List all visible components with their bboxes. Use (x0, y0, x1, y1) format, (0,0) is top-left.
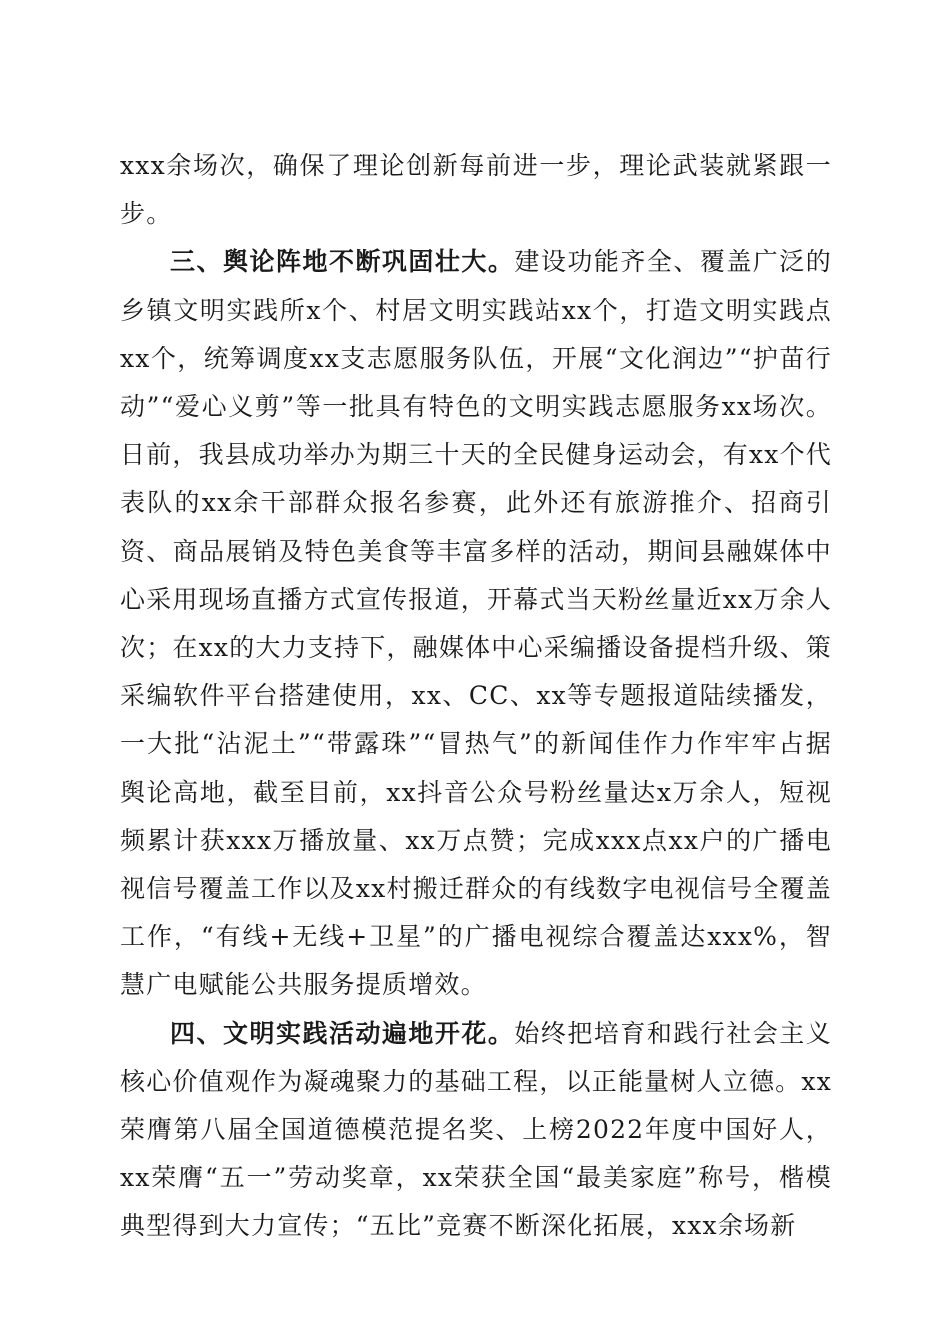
document-body (120, 142, 832, 1251)
paragraph-section-4 (120, 1010, 832, 1251)
section-heading: 三、舆论阵地不断巩固壮大。 (170, 247, 515, 277)
paragraph-body: 建设功能齐全、覆盖广泛的乡镇文明实践所x个、村居文明实践站xx个，打造文明实践点xx个，统筹调度xx支志愿服务队伍，开展“文化润边”“护苗行动”“爱心义剪”等一批具有特色的文明实践志愿服务xx场次。日前，我县成功举办为期三十天的全民健身运动会，有xx个代表队的xx余干部群众报名参赛，此外还有旅游推介、招商引资、商品展销及特色美食等丰富多样的活动，期间县融媒体中心采用现场直播方式宣传报道，开幕式当天粉丝量近xx万余人次；在xx的大力支持下，融媒体中心采编播设备提档升级、策采编软件平台搭建使用，xx、CC、xx等专题报道陆续播发，一大批“沾泥土”“带露珠”“冒热气”的新闻佳作力作牢牢占据舆论高地，截至目前，xx抖音公众号粉丝量达x万余人，短视频累计获xxx万播放量、xx万点赞；完成xxx点xx户的广播电视信号覆盖工作以及xx村搬迁群众的有线数字电视信号全覆盖工作，“有线+无线+卫星”的广播电视综合覆盖达xxx%，智慧广电赋能公共服务提质增效。 (120, 247, 832, 1000)
paragraph-continuation (120, 142, 832, 238)
paragraph-body: 始终把培育和践行社会主义核心价值观作为凝魂聚力的基础工程，以正能量树人立德。xx荣膺第八届全国道德模范提名奖、上榜2022年度中国好人，xx荣膺“五一”劳动奖章，xx荣获全国“最美家庭”称号，楷模典型得到大力宣传；“五比”竞赛不断深化拓展，xxx余场新 (120, 1018, 832, 1241)
paragraph-body: xxx余场次，确保了理论创新每前进一步，理论武装就紧跟一步。 (120, 151, 832, 229)
paragraph-section-3 (120, 238, 832, 1009)
section-heading: 四、文明实践活动遍地开花。 (170, 1018, 515, 1048)
